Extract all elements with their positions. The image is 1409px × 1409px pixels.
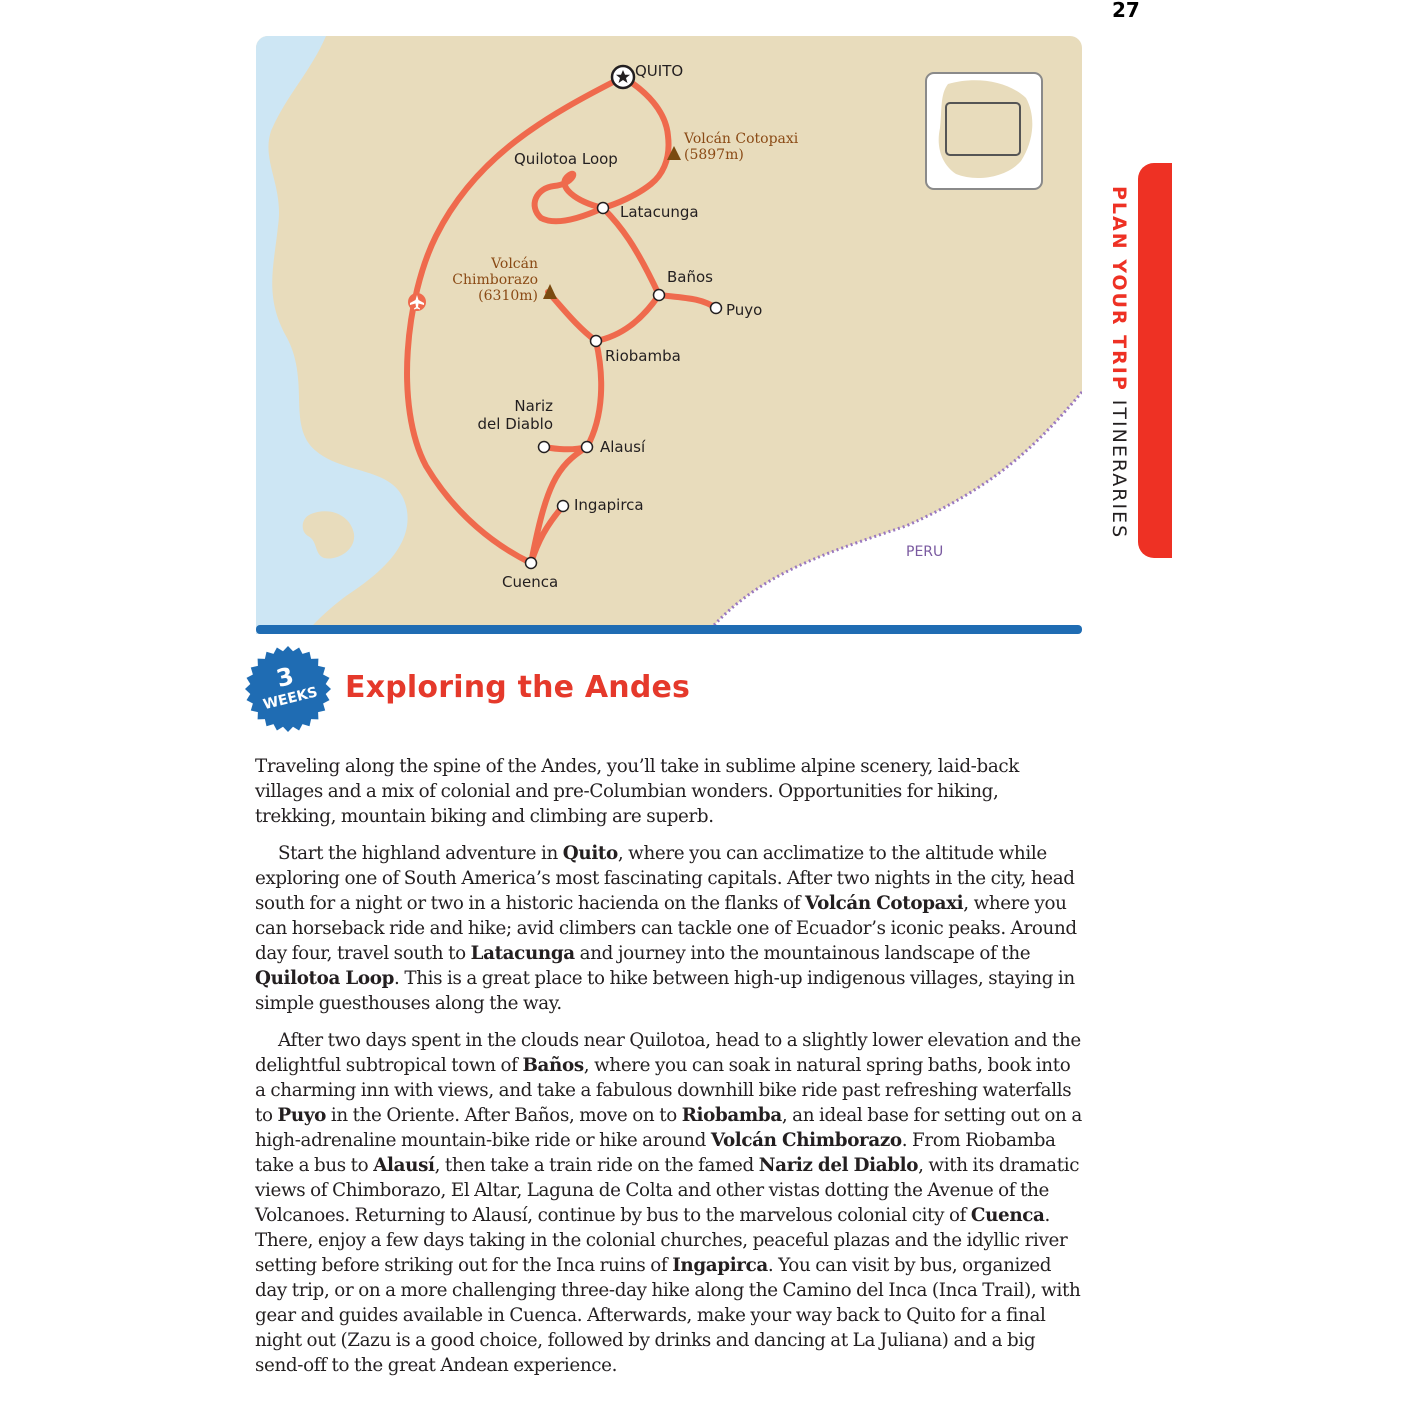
map-canvas [256,36,1082,634]
badge-number: 3 [273,661,297,693]
highlighted-place: Volcán Cotopaxi [804,893,964,914]
paragraph-text: . There, enjoy a few days taking in the colonial churches, peaceful plazas and the idyllic river setting before striking out for the Inca ruins of [255,1205,1068,1276]
highlighted-place: Volcán Chimborazo [710,1130,902,1151]
body-paragraph [255,1028,1083,1378]
highlighted-place: Latacunga [470,943,575,964]
highlighted-place: Alausí [373,1155,435,1176]
place-label-cuenca: Cuenca [502,573,559,591]
highlighted-place: Cuenca [970,1205,1045,1226]
place-label-nariz-2: del Diablo [477,415,553,433]
peak-label-cotopaxi: Volcán Cotopaxi [684,131,799,147]
map-bottom-bar [256,625,1082,634]
body-paragraph [255,841,1083,1016]
place-label-ingapirca: Ingapirca [574,496,644,514]
highlighted-place: Quito [562,843,618,864]
locator-inset [926,73,1042,189]
place-label-latacunga: Latacunga [620,203,699,221]
itinerary-map [256,36,1082,634]
paragraph-text: . You can visit by bus, organized day trip, or on a more challenging three-day hike along the Camino del Inca (Inca Trail), with gear and guides available in Cuenca. Afterwards, make your way back to Quito for a final night out (Zazu is a good choice, followed by drinks and dancing at La Juliana) and a big send-off to the great Andean experience. [255,1255,1081,1376]
highlighted-place: Puyo [277,1105,326,1126]
paragraph-text: , where you can acclimatize to the altitude while exploring one of South America’s most fascinating capitals. After two nights in the city, head south for a night or two in a historic hacienda on the flanks of [255,843,1075,914]
body-paragraph [255,754,1083,829]
place-label-quito: QUITO [635,62,684,80]
place-label-riobamba: Riobamba [605,347,681,365]
section-title: PLAN YOUR TRIP [1108,186,1130,392]
paragraph-text: , with its dramatic views of Chimborazo, El Altar, Laguna de Colta and other vistas dotting the Avenue of the Volcanoes. Returning to Alausí, continue by bus to the marvelous colonial city of [255,1155,1080,1226]
highlighted-place: Quilotoa Loop [255,968,395,989]
paragraph-text: , then take a train ride on the famed [434,1155,759,1176]
page-number: 27 [1112,0,1140,22]
itinerary-body [255,754,1083,1390]
subsection-title: ITINERARIES [1108,399,1130,540]
paragraph-text: . From Riobamba take a bus to [255,1130,1056,1176]
peak-elevation-cotopaxi: (5897m) [684,147,744,163]
itinerary-title: Exploring the Andes [345,670,691,705]
highlighted-place: Baños [522,1055,584,1076]
paragraph-text: , where you can soak in natural spring baths, book into a charming inn with views, and take a fabulous downhill bike ride past refreshing waterfalls to [255,1055,1072,1126]
paragraph-text: . This is a great place to hike between high-up indigenous villages, staying in simple guesthouses along the way. [255,968,1075,1014]
highlighted-place: Ingapirca [672,1255,768,1276]
place-label-banos: Baños [667,268,713,286]
badge-unit: WEEKS [261,684,320,714]
paragraph-text: , where you can horseback ride and hike; avid climbers can tackle one of Ecuador’s iconic peaks. Around day four, travel south to [255,893,1077,964]
paragraph-text: After two days spent in the clouds near Quilotoa, head to a slightly lower elevation and the delightful subtropical town of [255,1030,1081,1076]
highlighted-place: Riobamba [681,1105,782,1126]
place-label-quilotoa: Quilotoa Loop [514,150,618,168]
peak-label-chimborazo-2: Chimborazo [452,272,538,288]
paragraph-text: in the Oriente. After Baños, move on to [325,1105,682,1126]
peak-elevation-chimborazo: (6310m) [478,288,538,304]
paragraph-text: and journey into the mountainous landscape of the [574,943,1031,964]
paragraph-text: Traveling along the spine of the Andes, you’ll take in sublime alpine scenery, laid-back villages and a mix of colonial and pre-Columbian wonders. Opportunities for hiking, trekking, mountain biking and climbing are superb. [255,756,1020,827]
place-label-nariz-1: Nariz [514,397,553,415]
section-tab [1138,163,1172,558]
paragraph-text: , an ideal base for setting out on a high-adrenaline mountain-bike ride or hike around [255,1105,1082,1151]
airplane-icon [408,293,426,311]
section-running-head [1100,186,1130,540]
paragraph-text: Start the highland adventure in [278,843,563,864]
place-label-puyo: Puyo [726,301,763,319]
highlighted-place: Nariz del Diablo [758,1155,919,1176]
country-label-peru: PERU [906,544,944,560]
duration-badge [244,645,332,733]
place-label-alausi: Alausí [600,438,646,456]
star-icon [612,66,634,88]
peak-label-chimborazo-1: Volcán [491,256,538,272]
